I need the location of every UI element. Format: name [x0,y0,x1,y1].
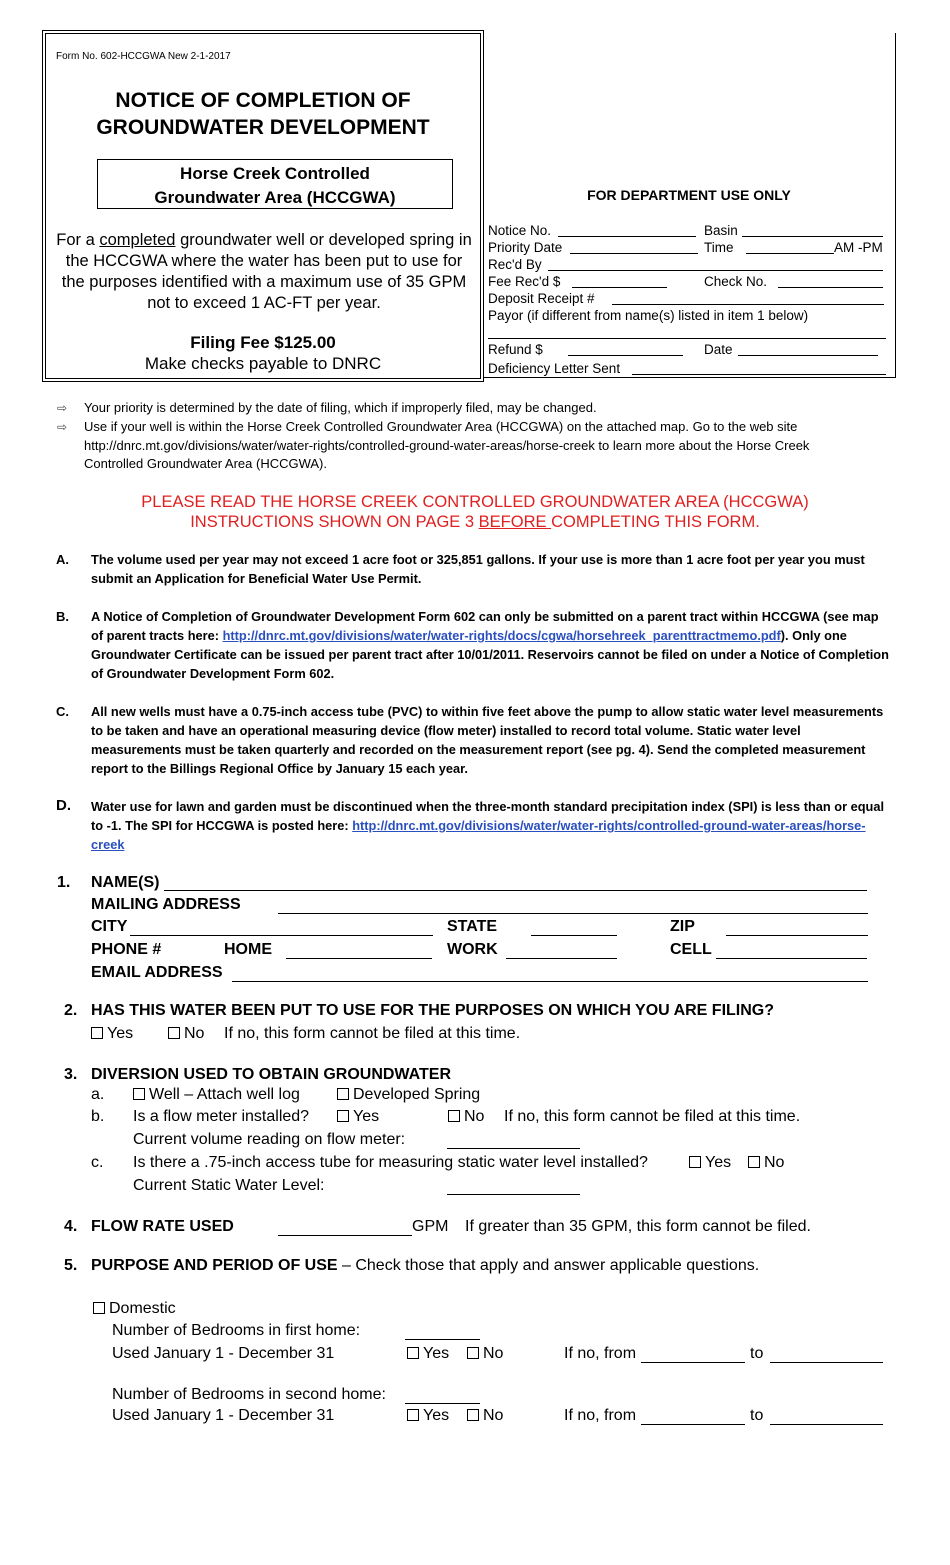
phone-label: PHONE # [91,941,162,958]
time-label: Time [704,240,734,255]
well-label: Well – Attach well log [149,1086,300,1103]
basin-label: Basin [704,223,738,238]
payor-field[interactable] [488,338,886,339]
intro-underlined: completed [99,231,176,249]
cell-label: CELL [670,941,712,958]
intro-text [52,230,476,314]
static-level-label: Current Static Water Level: [133,1177,325,1194]
names-field[interactable] [164,890,867,891]
instruction-b-letter: B. [56,609,69,624]
intro-post: groundwater well or developed spring in the HCCGWA where the water has been put to use for the purposes identified with a maximum use of 35 GPM not to exceed 1 AC-FT per year. [61,231,472,312]
flow-meter-question: Is a flow meter installed? [133,1108,310,1125]
filing-fee: Filing Fee $125.00 [190,333,336,352]
title-line-2: GROUNDWATER DEVELOPMENT [96,116,430,139]
bullet-hccgwa-line1: Use if your well is within the Horse Creek Controlled Groundwater Area (HCCGWA) on the attached map. Go to the web site [84,419,798,434]
warning-before: BEFORE [478,513,552,531]
q1-number: 1. [57,874,71,891]
used-no-label-2: No [483,1407,504,1424]
recd-by-field[interactable] [548,270,883,271]
from-field-1[interactable] [641,1362,745,1363]
instruction-d-letter: D. [56,797,71,814]
meter-yes-option[interactable] [337,1108,379,1126]
home-phone-field[interactable] [286,958,432,959]
area-line-2: Groundwater Area (HCCGWA) [154,188,396,207]
area-line-1: Horse Creek Controlled [180,164,370,183]
deposit-receipt-field[interactable] [612,304,884,305]
deficiency-field[interactable] [632,374,886,375]
refund-field[interactable] [568,355,683,356]
recd-by-label: Rec'd By [488,257,542,272]
notice-no-field[interactable] [558,236,696,237]
used-year-label-1: Used January 1 - December 31 [112,1345,335,1362]
used-yes-option-1[interactable] [407,1345,449,1363]
tube-yes-option[interactable] [689,1154,731,1172]
deposit-receipt-label: Deposit Receipt # [488,291,595,306]
refund-label: Refund $ [488,342,543,357]
to-field-2[interactable] [770,1424,883,1425]
email-field[interactable] [232,981,868,982]
warning-line-2 [0,512,950,532]
checkbox-icon[interactable] [748,1156,760,1168]
q3c-letter: c. [91,1154,104,1171]
payable-note: Make checks payable to DNRC [144,354,382,373]
tube-yes-label: Yes [705,1154,732,1171]
dept-use-title: FOR DEPARTMENT USE ONLY [587,187,791,203]
bedrooms-first-label: Number of Bedrooms in first home: [112,1322,361,1339]
dept-use-box [483,33,896,378]
mailing-address-field[interactable] [278,913,868,914]
to-label-2: to [750,1407,764,1424]
warning-pre: INSTRUCTIONS SHOWN ON PAGE 3 [190,513,479,531]
tube-no-option[interactable] [748,1154,784,1172]
checkbox-icon[interactable] [407,1409,419,1421]
state-field[interactable] [531,935,617,936]
title-line-1: NOTICE OF COMPLETION OF [115,89,411,112]
area-name-box [97,159,453,209]
q2-no-label: No [184,1025,205,1042]
time-field[interactable] [746,253,834,254]
q5-subtitle: – Check those that apply and answer applicable questions. [337,1257,760,1274]
warning-line-1: PLEASE READ THE HORSE CREEK CONTROLLED GROUNDWATER AREA (HCCGWA) [141,493,809,511]
bullet-priority: Your priority is determined by the date of filing, which if improperly filed, may be changed. [84,400,597,415]
checkbox-icon[interactable] [93,1302,105,1314]
q3b-letter: b. [91,1108,105,1125]
used-year-label-2: Used January 1 - December 31 [112,1407,335,1424]
fee-recd-field[interactable] [572,287,667,288]
meter-yes-label: Yes [353,1108,380,1125]
q3a-letter: a. [91,1086,105,1103]
instruction-d-text: Water use for lawn and garden must be discontinued when the three-month standard precipitation index (SPI) is less than or equal to -1. The SPI for HCCGWA is posted here: [91,799,885,833]
q2-no-option[interactable] [168,1025,204,1043]
instruction-c-letter: C. [56,704,69,719]
home-label: HOME [224,941,272,958]
email-label: EMAIL ADDRESS [91,964,223,981]
instruction-b [91,607,891,683]
meter-note: If no, this form cannot be filed at this time. [504,1108,801,1125]
spi-link[interactable]: http://dnrc.mt.gov/divisions/water/water-rights/controlled-ground-water-areas/horse-creek [91,818,866,852]
instruction-a-letter: A. [56,552,69,567]
if-no-from-label-1: If no, from [564,1345,637,1362]
used-no-option-1[interactable] [467,1345,503,1363]
deficiency-label: Deficiency Letter Sent [488,361,621,376]
am-pm-label: AM -PM [834,240,883,255]
q2-yes-label: Yes [107,1025,134,1042]
to-field-1[interactable] [770,1362,883,1363]
q5-title [91,1257,759,1275]
checkbox-icon[interactable] [337,1110,349,1122]
checkbox-icon[interactable] [467,1347,479,1359]
if-no-from-label-2: If no, from [564,1407,637,1424]
names-label: NAME(S) [91,874,160,891]
basin-field[interactable] [742,236,883,237]
used-yes-option-2[interactable] [407,1407,449,1425]
instruction-b-post: ). Only one Groundwater Certificate can be issued per parent tract after 10/01/2011. Reservoirs cannot be filed on under a Notice of Completion of Groundwater Development Form 602. [91,628,889,681]
bedrooms-first-field[interactable] [405,1339,480,1340]
q2-note: If no, this form cannot be filed at this time. [224,1025,521,1042]
zip-label: ZIP [670,918,695,935]
mailing-address-label: MAILING ADDRESS [91,896,241,913]
q2-title: HAS THIS WATER BEEN PUT TO USE FOR THE PURPOSES ON WHICH YOU ARE FILING? [91,1002,775,1019]
form-number: Form No. 602-HCCGWA New 2-1-2017 [56,51,231,62]
tube-no-label: No [764,1154,785,1171]
city-label: CITY [91,918,128,935]
payor-label: Payor (if different from name(s) listed in item 1 below) [488,308,809,323]
checkbox-icon[interactable] [133,1088,145,1100]
priority-date-label: Priority Date [488,240,563,255]
access-tube-question: Is there a .75-inch access tube for measuring static water level installed? [133,1154,648,1171]
zip-field[interactable] [726,935,868,936]
q4-note: If greater than 35 GPM, this form cannot be filed. [465,1218,811,1235]
gpm-label: GPM [412,1218,449,1235]
bullet-hccgwa-line3: Controlled Groundwater Area (HCCGWA). [84,456,327,471]
bedrooms-second-label: Number of Bedrooms in second home: [112,1386,386,1403]
cell-phone-field[interactable] [716,958,867,959]
checkbox-icon[interactable] [407,1347,419,1359]
notice-no-label: Notice No. [488,223,552,238]
intro-pre: For a [56,231,100,249]
q2-number: 2. [64,1002,78,1019]
check-no-label: Check No. [704,274,768,289]
q3-title: DIVERSION USED TO OBTAIN GROUNDWATER [91,1066,452,1083]
checkbox-icon[interactable] [467,1409,479,1421]
checkbox-icon[interactable] [448,1110,460,1122]
used-no-option-2[interactable] [467,1407,503,1425]
instruction-c: All new wells must have a 0.75-inch access tube (PVC) to within five feet above the pump to allow static water level measurements to be taken and have an operational measuring device (flow meter) installed to record total volume. Static water level measurements must be taken quarterly and recorded on the measurement report (see pg. 4). Send the completed measurement report to the Billings Regional Office by January 15 each year. [91,704,884,776]
used-yes-label-1: Yes [423,1345,450,1362]
meter-no-label: No [464,1108,485,1125]
arrow-icon: ⇨ [57,401,68,415]
state-label: STATE [447,918,498,935]
date-label: Date [704,342,733,357]
from-field-2[interactable] [641,1424,745,1425]
volume-reading-label: Current volume reading on flow meter: [133,1131,406,1148]
checkbox-icon[interactable] [91,1027,103,1039]
used-yes-label-2: Yes [423,1407,450,1424]
fee-recd-label: Fee Rec'd $ [488,274,561,289]
check-no-field[interactable] [778,287,883,288]
q5-title-bold: PURPOSE AND PERIOD OF USE [91,1257,338,1274]
used-no-label-1: No [483,1345,504,1362]
instruction-b-pre: A Notice of Completion of Groundwater Development Form 602 can only be submitted on a parent tract within HCCGWA (see map of parent tracts here: [91,609,879,643]
volume-reading-field[interactable] [447,1148,580,1149]
domestic-option[interactable] [93,1300,176,1318]
instruction-a: The volume used per year may not exceed 1 acre foot or 325,851 gallons. If your use is more than 1 acre foot per year you must submit an Application for Beneficial Water Use Permit. [91,552,865,586]
to-label-1: to [750,1345,764,1362]
form-title [48,87,478,141]
work-phone-field[interactable] [506,958,617,959]
static-level-field[interactable] [447,1194,580,1195]
arrow-icon: ⇨ [57,420,68,434]
q3-number: 3. [64,1066,78,1083]
city-field[interactable] [130,935,433,936]
bullet-hccgwa-line2: http://dnrc.mt.gov/divisions/water/water-rights/controlled-ground-water-areas/horse-creek to learn more about the Horse Creek [84,438,810,453]
spring-label: Developed Spring [353,1086,481,1103]
checkbox-icon[interactable] [337,1088,349,1100]
checkbox-icon[interactable] [168,1027,180,1039]
work-label: WORK [447,941,498,958]
q4-title: FLOW RATE USED [91,1218,234,1235]
warning-post: COMPLETING THIS FORM. [551,513,760,531]
date-field[interactable] [738,355,878,356]
well-option[interactable] [133,1086,300,1104]
checkbox-icon[interactable] [689,1156,701,1168]
q2-yes-option[interactable] [91,1025,133,1043]
spring-option[interactable] [337,1086,480,1104]
domestic-label: Domestic [109,1300,176,1317]
instruction-d [91,797,891,854]
meter-no-option[interactable] [448,1108,484,1126]
parent-tract-map-link[interactable]: http://dnrc.mt.gov/divisions/water/water-rights/docs/cgwa/horsehreek_parenttractmemo.pdf [222,628,781,643]
bedrooms-second-field[interactable] [405,1403,480,1404]
flow-rate-field[interactable] [278,1235,412,1236]
q5-number: 5. [64,1257,78,1274]
q4-number: 4. [64,1218,78,1235]
priority-date-field[interactable] [570,253,698,254]
